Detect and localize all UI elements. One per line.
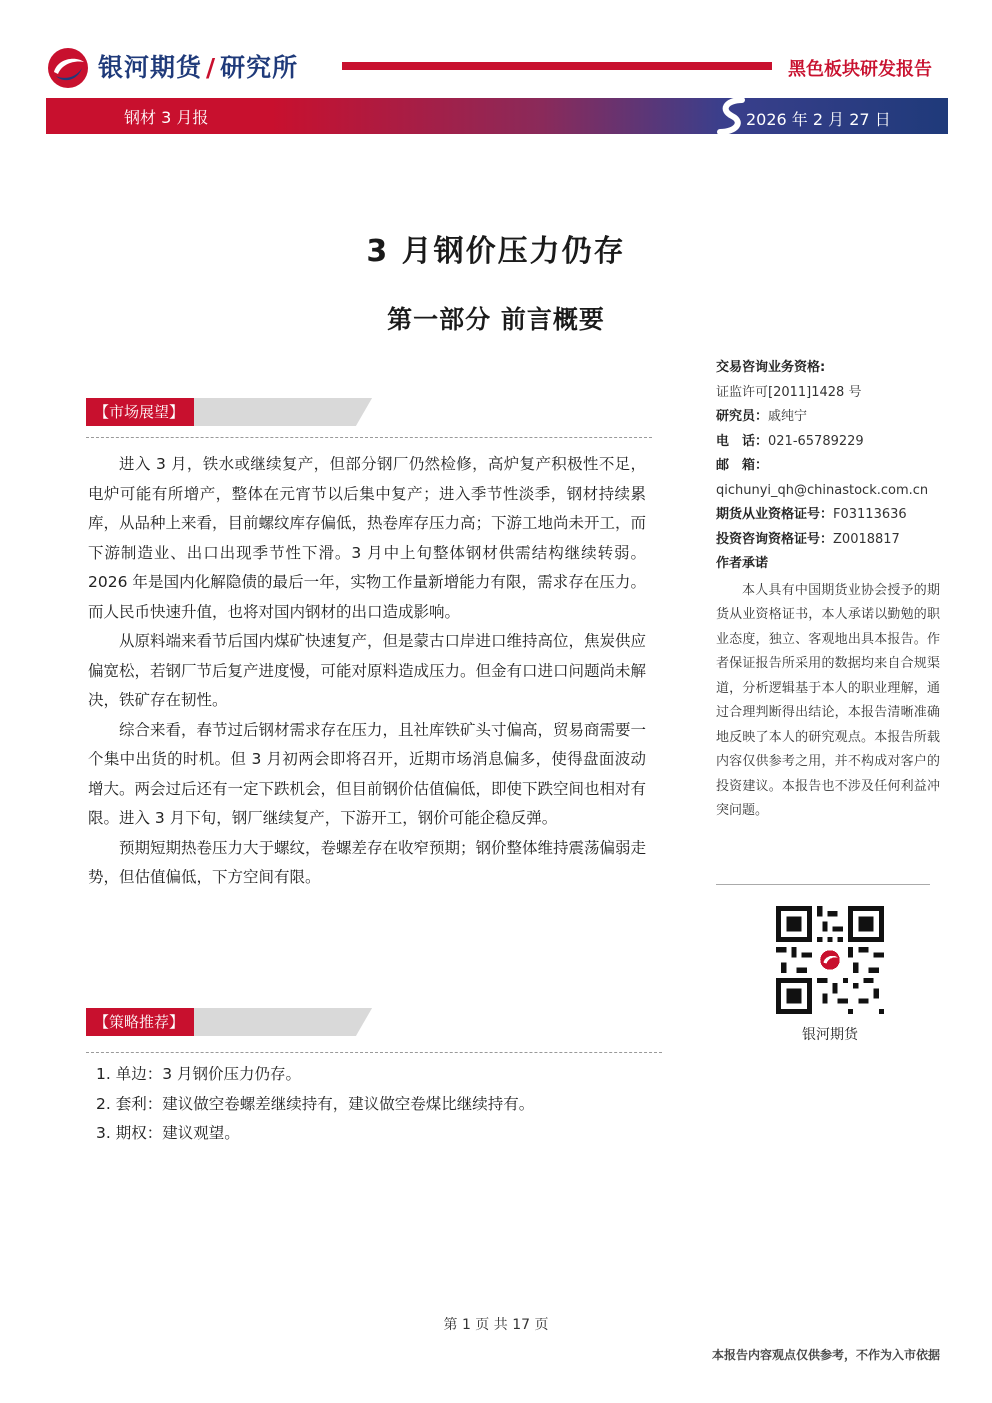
page-title: 3 月钢价压力仍存 bbox=[366, 234, 626, 269]
list-item: 2. 套利：建议做空卷螺差继续持有，建议做空卷煤比继续持有。 bbox=[96, 1094, 535, 1113]
invest-cert-value: Z0018817 bbox=[833, 531, 900, 547]
qualification-label: 交易咨询业务资格: bbox=[716, 360, 826, 375]
analyst-sidebar bbox=[716, 356, 940, 824]
header-banner bbox=[46, 98, 948, 134]
commitment-text: 本人具有中国期货业协会授予的期货从业资格证书，本人承诺以勤勉的职业态度，独立、客观地出具本报告。作者保证报告所采用的数据均来自合规渠道，分析逻辑基于本人的职业理解，通过合理判断得出结论，本报告清晰准确地反映了本人的研究观点。本报告所载内容仅供参考之用，并不构成对客户的投资建议。本报告也不涉及任何利益冲突问题。 bbox=[716, 582, 940, 818]
report-period: 钢材 3 月报 bbox=[124, 108, 209, 127]
brand-name: 银河期货 bbox=[98, 53, 203, 82]
galaxy-logo-icon bbox=[46, 46, 90, 90]
brand-separator: / bbox=[206, 53, 217, 82]
phone-value: 021-65789229 bbox=[768, 433, 864, 449]
analyst-name: 戚纯宁 bbox=[768, 409, 808, 424]
strategy-list bbox=[96, 1060, 656, 1149]
tab-gray-band bbox=[174, 1008, 372, 1036]
qr-caption: 银河期货 bbox=[802, 1027, 858, 1043]
qr-code-icon bbox=[776, 906, 884, 1014]
brand-title bbox=[98, 48, 298, 84]
strategy-label: 【策略推荐】 bbox=[86, 1008, 194, 1036]
header-rule bbox=[342, 62, 772, 70]
report-date: 2026 年 2 月 27 日 bbox=[746, 110, 891, 129]
commitment-label: 作者承诺 bbox=[716, 556, 769, 571]
phone-label: 电 话： bbox=[716, 433, 769, 449]
tab-gray-band bbox=[174, 398, 372, 426]
sidebar-divider bbox=[716, 884, 930, 885]
list-item: 1. 单边：3 月钢价压力仍存。 bbox=[96, 1065, 302, 1083]
page-number: 第 1 页 共 17 页 bbox=[443, 1317, 549, 1333]
report-type-label: 黑色板块研发报告 bbox=[788, 59, 932, 80]
market-outlook-label: 【市场展望】 bbox=[86, 398, 194, 426]
paragraph: 从原料端来看节后国内煤矿快速复产，但是蒙古口岸进口维持高位，焦炭供应偏宽松，若钢厂节后复产进度慢，可能对原料造成压力。但金有口进口问题尚未解决，铁矿存在韧性。 bbox=[88, 632, 647, 709]
analyst-label: 研究员： bbox=[716, 409, 769, 424]
list-item: 3. 期权：建议观望。 bbox=[96, 1124, 240, 1142]
divider bbox=[86, 437, 652, 438]
brand-department: 研究所 bbox=[220, 53, 299, 82]
market-outlook-tab bbox=[86, 398, 286, 426]
email-label: 邮 箱： bbox=[716, 458, 769, 473]
paragraph: 综合来看，春节过后钢材需求存在压力，且社库铁矿头寸偏高，贸易商需要一个集中出货的时机。但 3 月初两会即将召开，近期市场消息偏多，使得盘面波动增大。两会过后还有一定下跌机会，但目前钢价估值偏低，即使下跌空间也相对有限。进入 3 月下旬，钢厂继续复产，下游开工，钢价可能企稳反弹。 bbox=[88, 720, 647, 827]
futures-cert-value: F03113636 bbox=[833, 507, 907, 522]
paragraph: 预期短期热卷压力大于螺纹，卷螺差存在收窄预期；钢价整体维持震荡偏弱走势，但估值偏低，下方空间有限。 bbox=[88, 838, 647, 886]
futures-cert-label: 期货从业资格证号： bbox=[716, 507, 834, 522]
divider bbox=[86, 1052, 662, 1053]
footer-disclaimer: 本报告内容观点仅供参考，不作为入市依据 bbox=[711, 1348, 940, 1362]
qualification-value: 证监许可[2011]1428 号 bbox=[716, 384, 862, 400]
market-outlook-body bbox=[88, 450, 646, 893]
invest-cert-label: 投资咨询资格证号： bbox=[716, 531, 834, 547]
paragraph: 进入 3 月，铁水或继续复产，但部分钢厂仍然检修，高炉复产积极性不足，电炉可能有所增产，整体在元宵节以后集中复产；进入季节性淡季，钢材持续累库，从品种上来看，目前螺纹库存偏低，热卷库存压力高；下游工地尚未开工，而下游制造业、出口出现季节性下滑。3 月中上旬整体钢材供需结构继续转弱。2026 年是国内化解隐债的最后一年，实物工作量新增能力有限，需求存在压力。而人民币快速升值，也将对国内钢材的出口造成影响。 bbox=[88, 455, 647, 621]
email-value[interactable]: qichunyi_qh@chinastock.com.cn bbox=[716, 482, 929, 498]
section-title: 第一部分 前言概要 bbox=[387, 305, 605, 334]
strategy-tab bbox=[86, 1008, 286, 1036]
